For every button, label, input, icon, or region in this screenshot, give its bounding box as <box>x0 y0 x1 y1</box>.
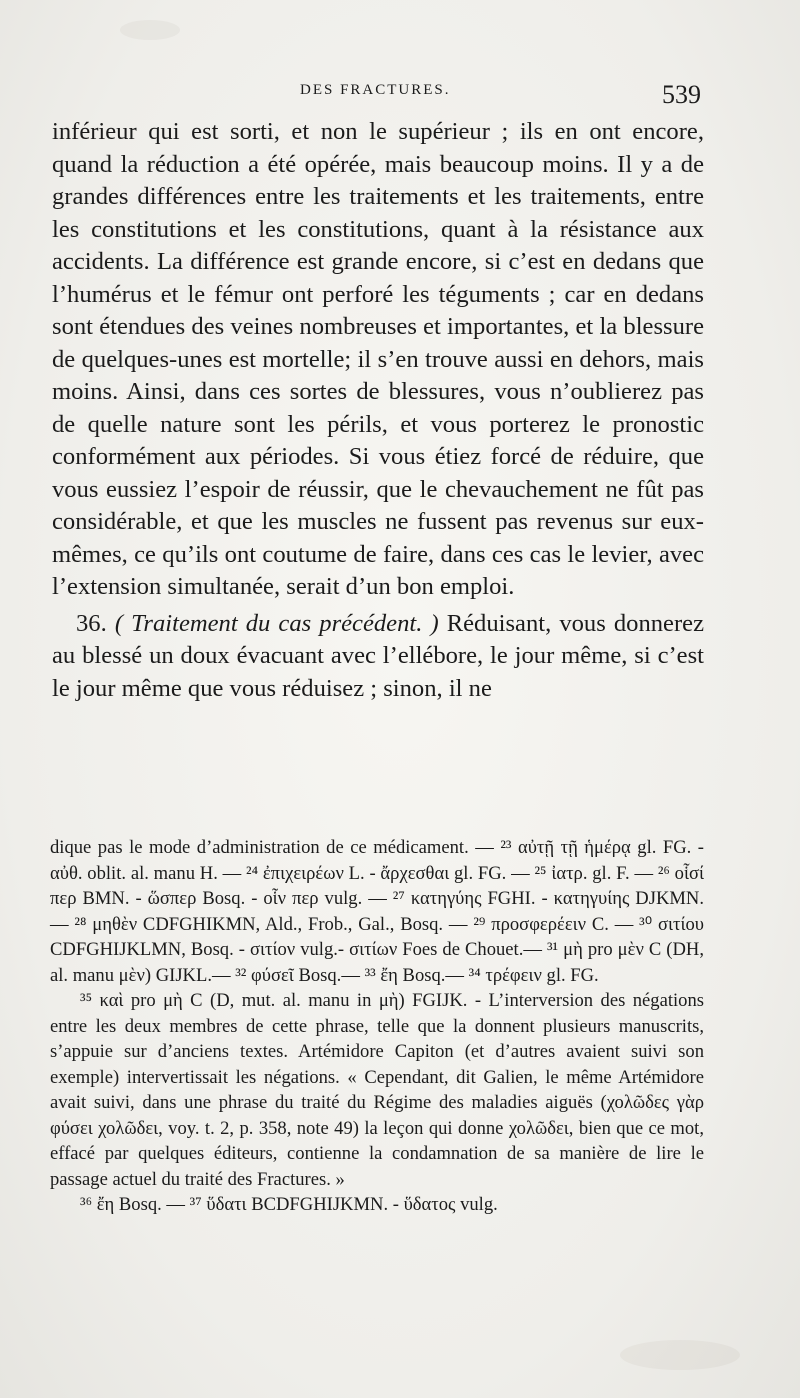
footnote: dique pas le mode d’administration de ce médicament. — ²³ αὐτῇ τῇ ἡμέρᾳ gl. FG. - αὐθ. oblit. al. manu H. — ²⁴ ἐπιχειρέων L. - ἄρχεσθαι gl. FG. — ²⁵ ἰατρ. gl. F. — ²⁶ οἷσί περ BMN. - ὥσπερ Bosq. - οἷν περ vulg. — ²⁷ κατηγύης FGHI. - κατηγυίης DJKMN. — ²⁸ μηθὲν CDFGHIKMN, Ald., Frob., Gal., Bosq. — ²⁹ προσφερέειν C. — ³⁰ σιτίου CDFGHIJKLMN, Bosq. - σιτίον vulg.- σιτίων Foes de Chouet.— ³¹ μὴ pro μὲν C (DH, al. manu μὲν) GIJKL.— ³² φύσεῖ Bosq.— ³³ ἔη Bosq.— ³⁴ τρέφειν gl. FG. <box>50 837 704 986</box>
paragraph: inférieur qui est sorti, et non le supérieur ; ils en ont encore, quand la réduction a été opérée, mais beaucoup moins. Il y a de grandes différences entre les traitements et les traitements, entre les constitutions et les constitutions, quant à la résistance aux accidents. La différence est grande encore, si c’est en dedans que l’humérus et le fémur ont perforé les téguments ; car en dedans sont étendues des veines nombreuses et importantes, et la blessure de quelques-unes est mortelle; il s’en trouve aussi en dehors, mais moins. Ainsi, dans ces sortes de blessures, vous n’oublierez pas de quelle nature sont les périls, et vous porterez le pronostic conformément aux périodes. Si vous étiez forcé de réduire, que vous eussiez l’espoir de réussir, que le chevauchement ne fût pas considérable, et que les muscles ne fussent pas revenus sur eux-mêmes, ce qu’ils ont coutume de faire, dans ces cas le levier, avec l’extension simultanée, serait d’un bon emploi. <box>52 118 704 600</box>
main-text <box>52 116 704 705</box>
footnotes <box>50 835 704 1218</box>
paper-stain <box>120 20 180 40</box>
section-title: ( Traitement du cas précédent. ) <box>114 609 439 637</box>
paper-stain <box>620 1340 740 1370</box>
paragraph-text: Réduisant, vous donnerez au blessé un doux évacuant avec l’ellébore, le jour même, si c’est le jour même que vous réduisez ; sinon, il ne <box>52 609 704 702</box>
footnote: ³⁶ ἔη Bosq. — ³⁷ ὕδατι BCDFGHIJKMN. - ὕδατος vulg. <box>80 1194 498 1215</box>
page-number: 539 <box>662 80 701 109</box>
running-head: DES FRACTURES. <box>300 82 451 98</box>
paragraph-36 <box>52 608 704 706</box>
footnote: ³⁵ καὶ pro μὴ C (D, mut. al. manu in μὴ) FGIJK. - L’interversion des négations entre les deux membres de cette phrase, telle que la donnent plusieurs manuscrits, s’appuie sur d’anciens textes. Artémidore Capiton (et d’autres avaient suivi son exemple) intervertissait les négations. « Cependant, dit Galien, le même Artémidore avait suivi, dans une phrase du traité du Régime des maladies aiguës (χολῶδες γὰρ φύσει χολῶδει, voy. t. 2, p. 358, note 49) la leçon qui donne χολῶδει, bien que ce mot, effacé par quelques éditeurs, contienne la condamnation de sa manière de lire le passage actuel du traité des Fractures. » <box>50 990 704 1190</box>
paragraph-number: 36. <box>76 609 107 637</box>
